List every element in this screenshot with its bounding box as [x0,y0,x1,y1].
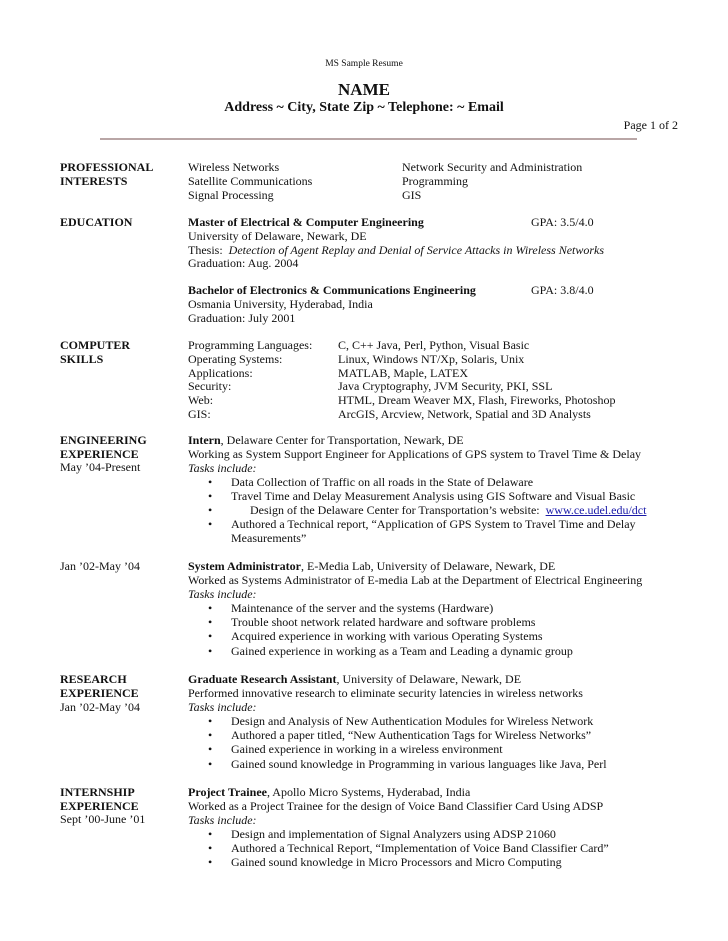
ms-graduation: Graduation: Aug. 2004 [188,256,299,271]
interest-item: Network Security and Administration [402,160,583,174]
job2-header [188,560,642,601]
list-item: • Authored a Technical Report, “Implementation of Voice Band Classifier Card” [212,842,590,856]
interests-heading: PROFESSIONAL INTERESTS [60,160,154,188]
internship-date: Sept ’00-June ’01 [60,812,146,826]
list-item: • Design and implementation of Signal Analyzers using ADSP 21060 [212,828,537,842]
ms-degree: Master of Electrical & Computer Engineering [188,215,424,229]
header-divider [100,138,637,140]
list-item: • Gained experience in working in a wireless environment [212,743,484,757]
skills-values [338,339,615,422]
contact-line: Address ~ City, State Zip ~ Telephone: ~ Email [224,100,504,115]
skill-value: Java Cryptography, JVM Security, PKI, SSL [338,379,553,394]
list-item: • Maintenance of the server and the systems (Hardware) [212,602,474,616]
research-tasks-label: Tasks include: [188,699,257,714]
list-item: • Data Collection of Traffic on all roads in the State of Delaware [212,476,514,490]
internship-header [188,786,603,827]
interest-item: Satellite Communications [188,173,313,188]
research-heading: RESEARCH EXPERIENCE [60,672,139,700]
skill-label: GIS: [188,406,211,421]
bs-degree: Bachelor of Electronics & Communications Engineering [188,283,476,297]
interest-item: GIS [402,187,422,202]
job1-date: May ’04-Present [60,460,141,474]
skills-labels [188,339,312,422]
education-bs [188,284,476,325]
interest-item: Wireless Networks [188,160,280,174]
list-item: • Gained experience in working as a Team and Leading a dynamic group [212,645,554,659]
interest-item: Signal Processing [188,187,274,202]
research-title: Graduate Research Assistant [188,672,337,686]
interests-col1 [188,161,312,202]
skill-label: Programming Languages: [188,338,313,352]
skills-heading: COMPUTER SKILLS [60,338,130,366]
internship-tasks-label: Tasks include: [188,812,257,827]
job2-title: System Administrator [188,559,301,573]
interests-col2 [402,161,582,202]
skill-value: MATLAB, Maple, LATEX [338,365,468,380]
list-item-continuation: Measurements” [231,531,307,545]
internship-org: , Apollo Micro Systems, Hyderabad, India [266,785,471,799]
skill-value: C, C++ Java, Perl, Python, Visual Basic [338,338,530,352]
dct-website-link[interactable]: www.ce.udel.edu/dct [545,503,647,517]
skill-value: HTML, Dream Weaver MX, Flash, Fireworks, Photoshop [338,393,616,408]
bs-gpa: GPA: 3.8/4.0 [531,283,594,297]
internship-heading: INTERNSHIP EXPERIENCE [60,785,139,813]
skill-value: ArcGIS, Arcview, Network, Spatial and 3D Analysts [338,406,591,421]
job1-title: Intern [188,433,221,447]
list-item: • Design and Analysis of New Authentication Modules for Wireless Network [212,715,574,729]
skill-label: Web: [188,393,214,408]
skill-label: Security: [188,379,232,394]
research-header [188,673,583,714]
job2-desc: Worked as Systems Administrator of E-media Lab at the Department of Electrical Engineering [188,572,643,587]
ms-school: University of Delaware, Newark, DE [188,228,367,243]
ms-thesis: Thesis: Detection of Agent Replay and Denial of Service Attacks in Wireless Networks [188,242,605,257]
research-desc: Performed innovative research to eliminate security latencies in wireless networks [188,685,583,700]
skill-label: Operating Systems: [188,351,283,366]
engineering-heading: ENGINEERING EXPERIENCE [60,433,147,461]
job2-org: , E-Media Lab, University of Delaware, Newark, DE [301,559,556,573]
skill-label: Applications: [188,365,253,380]
job1-tasks-label: Tasks include: [188,460,257,475]
job1-org: , Delaware Center for Transportation, Newark, DE [220,433,464,447]
education-heading: EDUCATION [60,215,133,229]
skill-value: Linux, Windows NT/Xp, Solaris, Unix [338,351,525,366]
bs-graduation: Graduation: July 2001 [188,310,296,325]
list-item: • Authored a paper titled, “New Authentication Tags for Wireless Networks” [212,729,572,743]
internship-title: Project Trainee [188,785,267,799]
ms-gpa: GPA: 3.5/4.0 [531,215,594,229]
candidate-name: NAME [338,80,390,99]
internship-desc: Worked as a Project Trainee for the design of Voice Band Classifier Card Using ADSP [188,798,604,813]
list-item: • Gained sound knowledge in Micro Processors and Micro Computing [212,856,543,870]
page-number: Page 1 of 2 [623,118,678,132]
job1-desc: Working as System Support Engineer for Applications of GPS system to Travel Time & Delay [188,446,642,461]
research-org: , University of Delaware, Newark, DE [336,672,522,686]
list-item: • Authored a Technical report, “Application of GPS System to Travel Time and Delay [212,518,617,532]
interest-item: Programming [402,173,468,188]
list-item: • Gained sound knowledge in Programming in various languages like Java, Perl [212,758,588,772]
bs-school: Osmania University, Hyderabad, India [188,296,373,311]
document-title: MS Sample Resume [325,59,403,69]
list-item: • Acquired experience in working with various Operating Systems [212,630,524,644]
list-item: • Travel Time and Delay Measurement Analysis using GIS Software and Visual Basic [212,490,616,504]
list-item: • Trouble shoot network related hardware and software problems [212,616,516,630]
research-date: Jan ’02-May ’04 [60,700,140,714]
job2-date: Jan ’02-May ’04 [60,559,140,573]
job2-tasks-label: Tasks include: [188,586,257,601]
list-item: • Design of the Delaware Center for Transportation’s website: www.ce.udel.edu/dct [212,504,608,518]
job1-header [188,434,641,475]
